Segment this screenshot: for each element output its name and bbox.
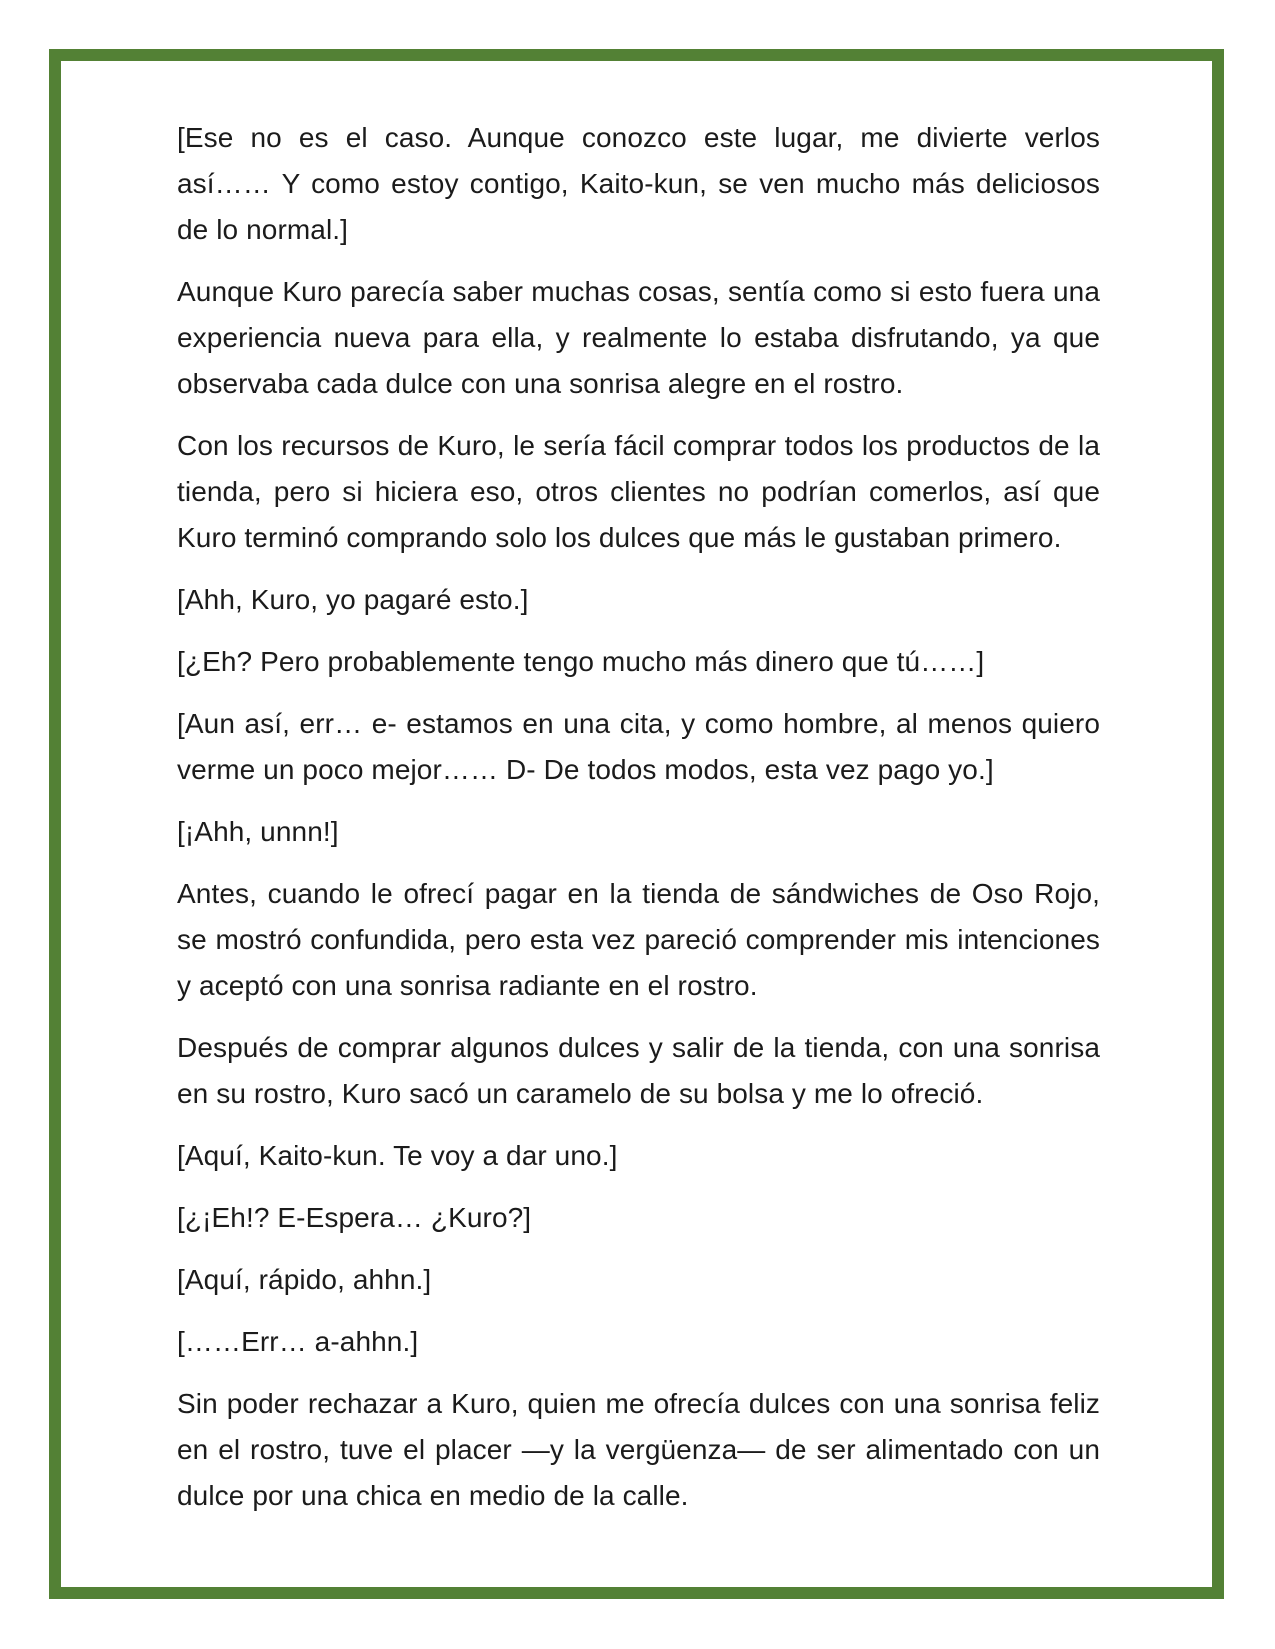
dialogue-paragraph: [Aquí, rápido, ahhn.] <box>177 1264 432 1295</box>
dialogue-paragraph: [……Err… a-ahhn.] <box>177 1326 419 1357</box>
dialogue-paragraph: [¿Eh? Pero probablemente tengo mucho más dinero que tú……] <box>177 646 985 677</box>
dialogue-paragraph: [¡Ahh, unnn!] <box>177 816 339 847</box>
dialogue-paragraph: [Aun así, err… e- estamos en una cita, y como hombre, al menos quiero verme un poco mejor…… D- De todos modos, esta vez pago yo.] <box>177 708 1100 785</box>
narration-paragraph: Antes, cuando le ofrecí pagar en la tienda de sándwiches de Oso Rojo, se mostró confundida, pero esta vez pareció comprender mis intenciones y aceptó con una sonrisa radiante en el rostro. <box>177 878 1100 1001</box>
narration-paragraph: Después de comprar algunos dulces y salir de la tienda, con una sonrisa en su rostro, Kuro sacó un caramelo de su bolsa y me lo ofreció. <box>177 1032 1100 1109</box>
narration-paragraph: Sin poder rechazar a Kuro, quien me ofrecía dulces con una sonrisa feliz en el rostro, tuve el placer —y la vergüenza— de ser alimentado con un dulce por una chica en medio de la calle. <box>177 1388 1100 1511</box>
narration-paragraph: Aunque Kuro parecía saber muchas cosas, sentía como si esto fuera una experiencia nueva para ella, y realmente lo estaba disfrutando, ya que observaba cada dulce con una sonrisa alegre en el rostro. <box>177 276 1100 399</box>
dialogue-paragraph: [Aquí, Kaito-kun. Te voy a dar uno.] <box>177 1140 618 1171</box>
dialogue-paragraph: [¿¡Eh!? E-Espera… ¿Kuro?] <box>177 1202 532 1233</box>
dialogue-paragraph: [Ahh, Kuro, yo pagaré esto.] <box>177 584 529 615</box>
page-border-frame <box>49 49 1224 1599</box>
document-text-area <box>61 61 1212 1587</box>
narration-paragraph: Con los recursos de Kuro, le sería fácil comprar todos los productos de la tienda, pero si hiciera eso, otros clientes no podrían comerlos, así que Kuro terminó comprando solo los dulces que más le gustaban primero. <box>177 430 1100 553</box>
dialogue-paragraph: [Ese no es el caso. Aunque conozco este lugar, me divierte verlos así…… Y como estoy contigo, Kaito-kun, se ven mucho más deliciosos de lo normal.] <box>177 122 1100 245</box>
